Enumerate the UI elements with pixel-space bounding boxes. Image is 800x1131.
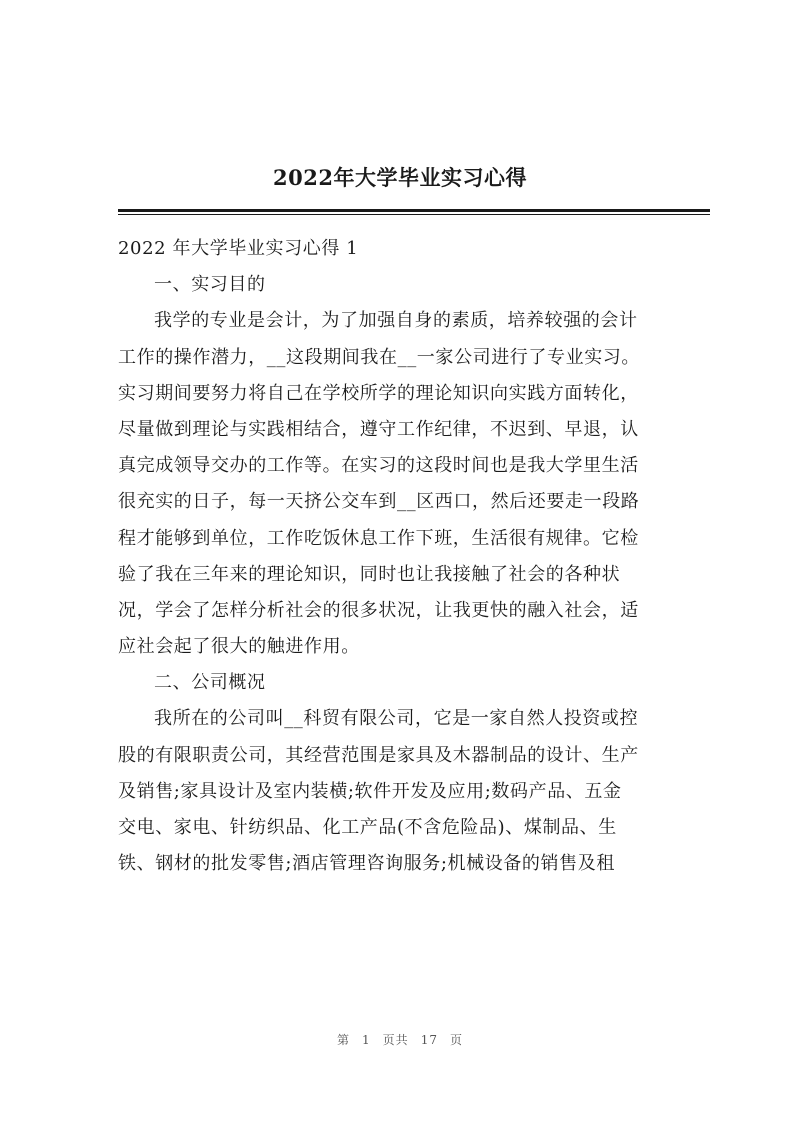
paragraph-line: 交电、家电、针纺织品、化工产品(不含危险品)、煤制品、生	[118, 817, 617, 838]
paragraph-line: 尽量做到理论与实践相结合，遵守工作纪律，不迟到、早退，认	[118, 418, 639, 440]
paragraph-line: 况，学会了怎样分析社会的很多状况，让我更快的融入社会，适	[118, 599, 639, 621]
paragraph-line: 真完成领导交办的工作等。在实习的这段时间也是我大学里生活	[118, 455, 639, 477]
title-divider	[118, 209, 710, 212]
document-body	[118, 231, 710, 882]
paragraph-line: 实习期间要努力将自己在学校所学的理论知识向实践方面转化，	[118, 382, 639, 404]
subsection-heading: 二、公司概况	[154, 672, 266, 694]
paragraph-line: 很充实的日子，每一天挤公交车到__区西口，然后还要走一段路	[118, 491, 640, 513]
paragraph-line: 验了我在三年来的理论知识，同时也让我接触了社会的各种状	[118, 563, 621, 585]
section-heading: 2022 年大学毕业实习心得 1	[118, 238, 359, 259]
page-title: 2022年大学毕业实习心得	[273, 165, 527, 190]
page-label-mid: 页共	[382, 1033, 409, 1047]
paragraph-line: 我学的专业是会计，为了加强自身的素质，培养较强的会计	[154, 310, 638, 332]
paragraph-line: 股的有限职责公司，其经营范围是家具及木器制品的设计、生产	[118, 744, 639, 766]
paragraph-line: 程才能够到单位，工作吃饭休息工作下班，生活很有规律。它检	[118, 527, 639, 549]
paragraph-line: 我所在的公司叫__科贸有限公司，它是一家自然人投资或控	[154, 708, 639, 730]
paragraph-line: 应社会起了很大的触进作用。	[118, 636, 360, 658]
page-label-prefix: 第	[337, 1033, 351, 1047]
page-label-suffix: 页	[449, 1033, 463, 1047]
page-number: 1	[362, 1033, 371, 1047]
paragraph-line: 铁、钢材的批发零售;酒店管理咨询服务;机械设备的销售及租	[118, 853, 615, 875]
subsection-heading: 一、实习目的	[154, 274, 266, 296]
paragraph-line: 工作的操作潜力，__这段期间我在__一家公司进行了专业实习。	[118, 346, 640, 368]
title-divider-thin	[118, 214, 710, 215]
page-total: 17	[420, 1033, 438, 1047]
paragraph-line: 及销售;家具设计及室内装横;软件开发及应用;数码产品、五金	[118, 780, 622, 802]
page-footer	[0, 1031, 800, 1048]
